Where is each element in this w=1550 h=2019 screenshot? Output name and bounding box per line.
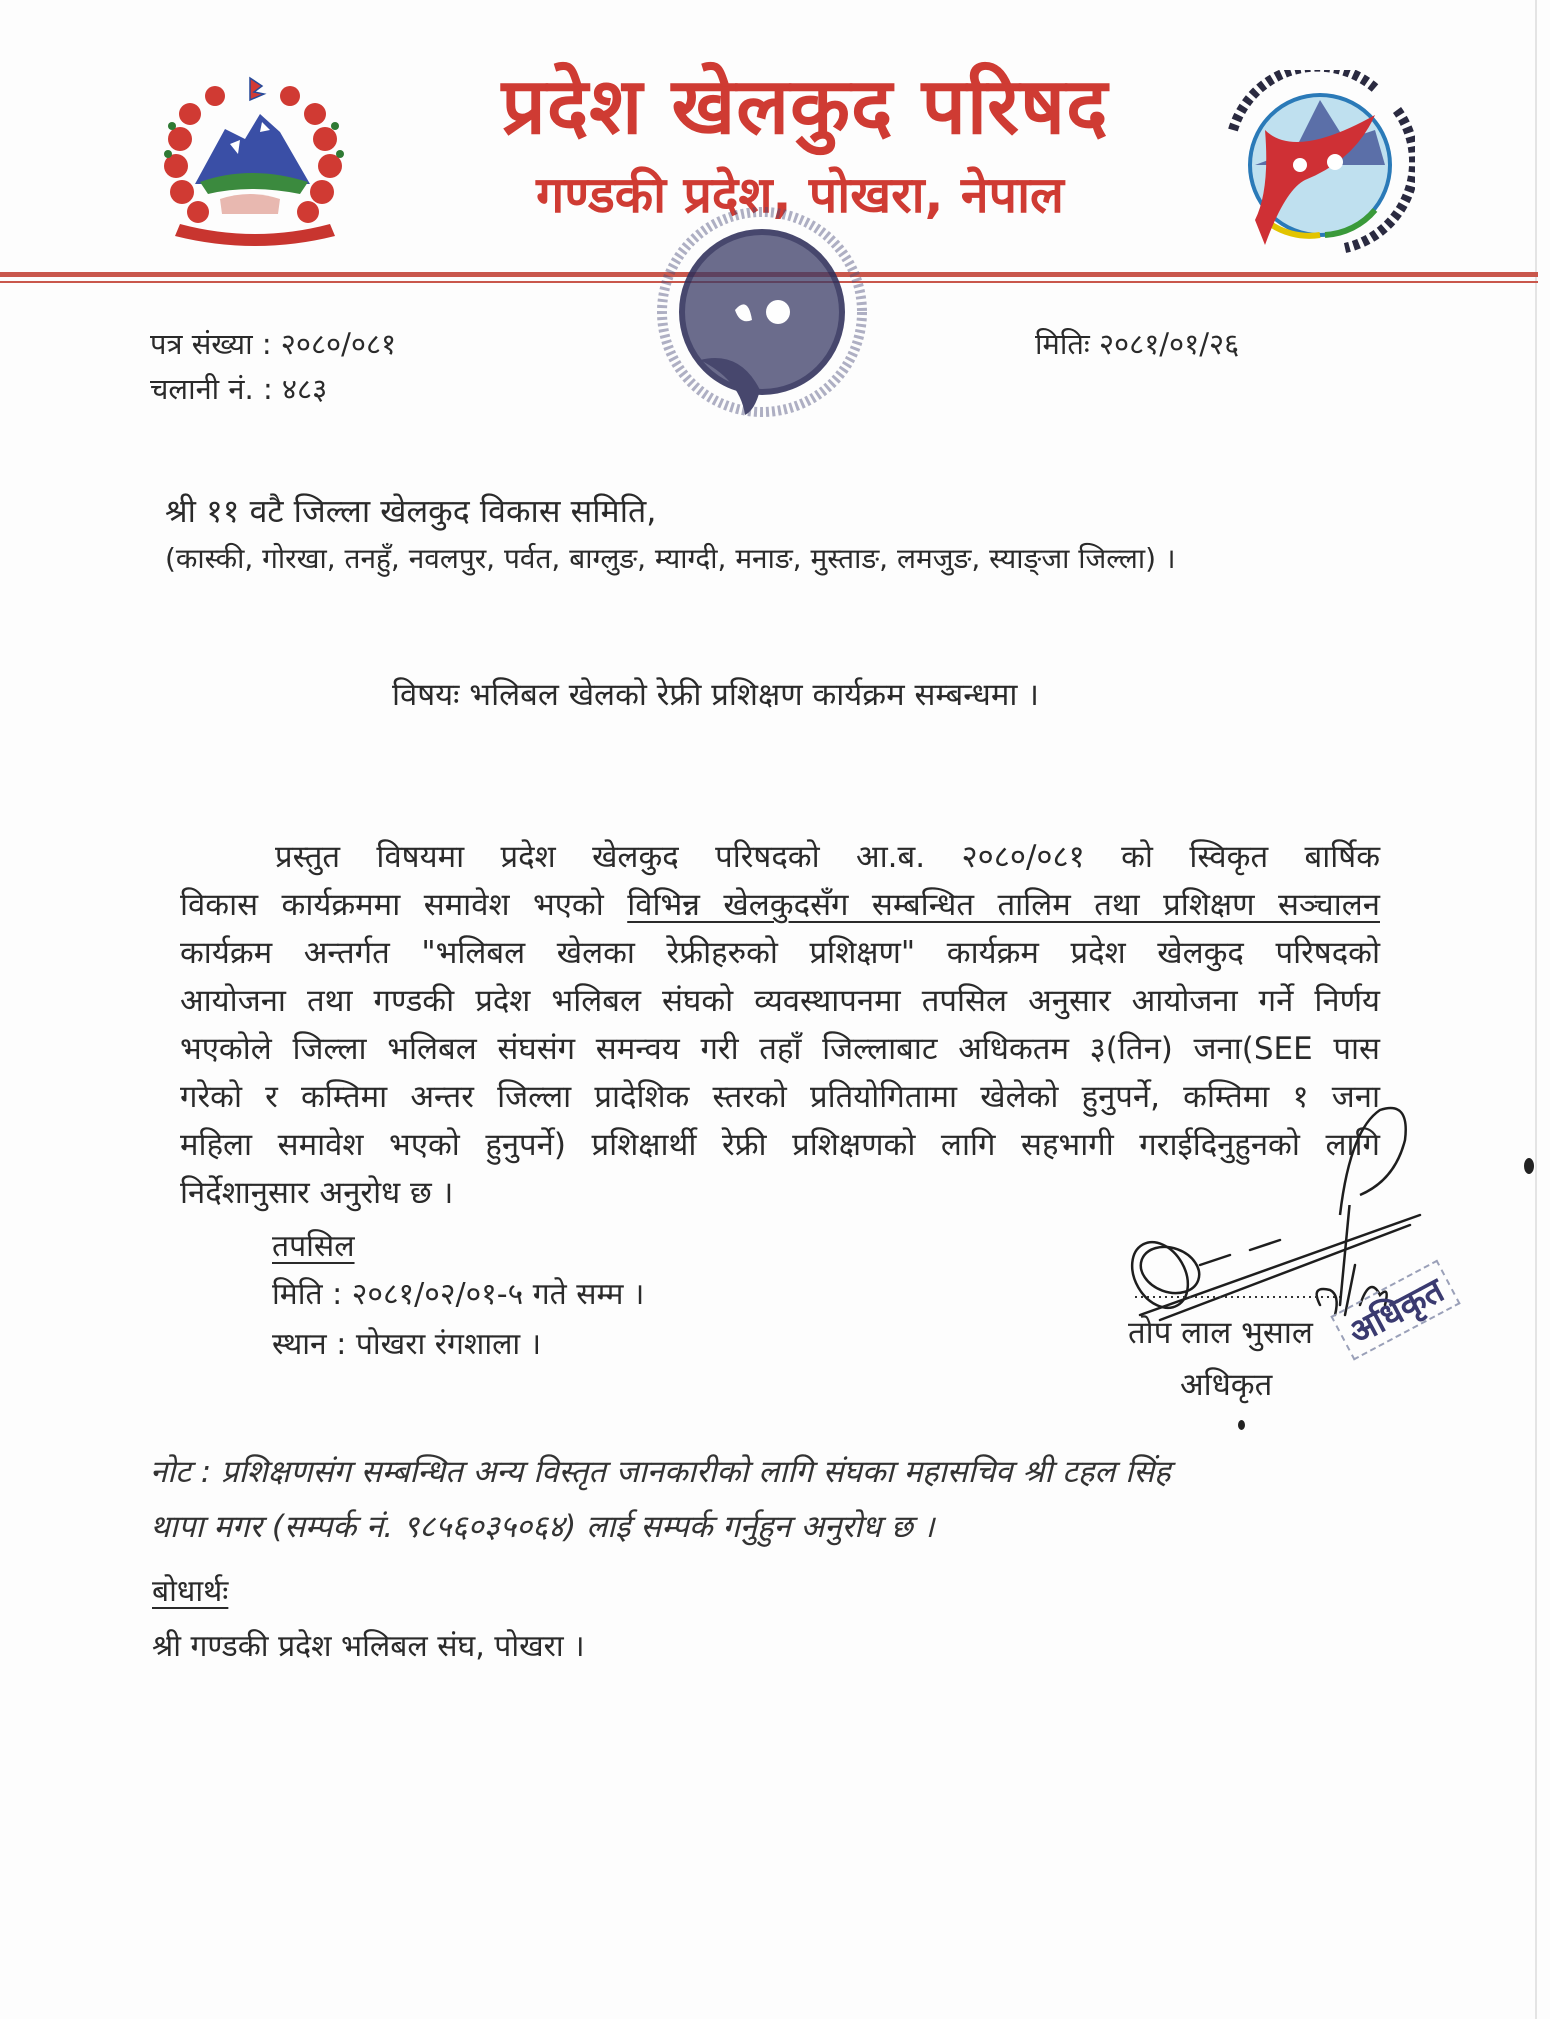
body-paragraph [180,835,1380,1215]
body-line: कार्यक्रम अन्तर्गत "भलिबल खेलका रेफ्रीहरुको प्रशिक्षण" कार्यक्रम प्रदेश खेलकुद परिषदको [180,935,1380,971]
cc-heading: बोधार्थः [152,1574,229,1609]
body-line: भएकोले जिल्ला भलिबल संघसंग समन्वय गरी तहाँ जिल्लाबाट अधिकतम ३(तिन) जना(SEE पास [180,1031,1380,1067]
cc-recipient: श्री गण्डकी प्रदेश भलिबल संघ, पोखरा । [152,1629,585,1664]
organization-title: प्रदेश खेलकुद परिषद [501,62,1109,152]
body-line: निर्देशानुसार अनुरोध छ । [180,1175,454,1211]
hole-punch-mark [1524,1158,1534,1174]
body-line: महिला समावेश भएको हुनुपर्ने) प्रशिक्षार्थी रेफ्री प्रशिक्षणको लागि सहभागी गराईदिनुहुनको लागि [180,1127,1380,1163]
scan-edge [1535,0,1537,2019]
letter-date: मितिः २०८१/०१/२६ [1035,327,1240,361]
designation-stamp: अधिकृत [1330,1259,1460,1360]
body-line: विकास कार्यक्रममा समावेश भएको विभिन्न खेलकुदसँग सम्बन्धित तालिम तथा प्रशिक्षण सञ्चालन [180,887,1380,923]
province-sports-council-logo [1225,70,1415,260]
signatory-name: तोप लाल भुसाल [1128,1315,1313,1351]
body-line: आयोजना तथा गण्डकी प्रदेश भलिबल संघको व्यवस्थापनमा तपसिल अनुसार आयोजना गर्ने निर्णय [180,983,1380,1019]
note-line-2: थापा मगर (सम्पर्क नं. ९८५६०३५०६४) लाई सम्पर्क गर्नुहुन अनुरोध छ । [150,1509,935,1545]
organization-address: गण्डकी प्रदेश, पोखरा, नेपाल [536,166,1064,224]
letter-number: पत्र संख्या : २०८०/०८१ [150,327,397,361]
signature-flourish [1320,1090,1420,1220]
subject-line: विषयः भलिबल खेलको रेफ्री प्रशिक्षण कार्यक्रम सम्बन्धमा । [392,677,1040,713]
highlighted-program-name: विभिन्न खेलकुदसँग सम्बन्धित तालिम तथा प्रशिक्षण सञ्चालन [627,887,1380,923]
schedule-date: मिति : २०८१/०२/०१-५ गते सम्म । [272,1277,645,1312]
schedule-heading: तपसिल [272,1229,355,1264]
nepal-coat-of-arms-emblem [150,74,360,254]
dispatch-number: चलानी नं. : ४८३ [150,372,328,406]
note-line-1: नोट : प्रशिक्षणसंग सम्बन्धित अन्य विस्तृत जानकारीको लागि संघका महासचिव श्री टहल सिंह [150,1454,1171,1490]
schedule-venue: स्थान : पोखरा रंगशाला । [272,1327,542,1362]
recipient-line-1: श्री ११ वटै जिल्ला खेलकुद विकास समिति, [165,492,657,530]
body-line: गरेको र कम्तिमा अन्तर जिल्ला प्रादेशिक स्तरको प्रतियोगितामा खेलेको हुनुपर्ने, कम्तिमा १ जना [180,1079,1380,1115]
body-line: प्रस्तुत विषयमा प्रदेश खेलकुद परिषदको आ.ब. २०८०/०८१ को स्विकृत बार्षिक [275,839,1380,875]
ink-mark [1238,1420,1245,1430]
official-round-stamp [640,200,885,425]
signatory-designation: अधिकृत [1180,1367,1273,1403]
recipient-line-2: (कास्की, गोरखा, तनहुँ, नवलपुर, पर्वत, बाग्लुङ, म्याग्दी, मनाङ, मुस्ताङ, लमजुङ, स्याङ्जा जिल्ला) । [165,542,1176,575]
